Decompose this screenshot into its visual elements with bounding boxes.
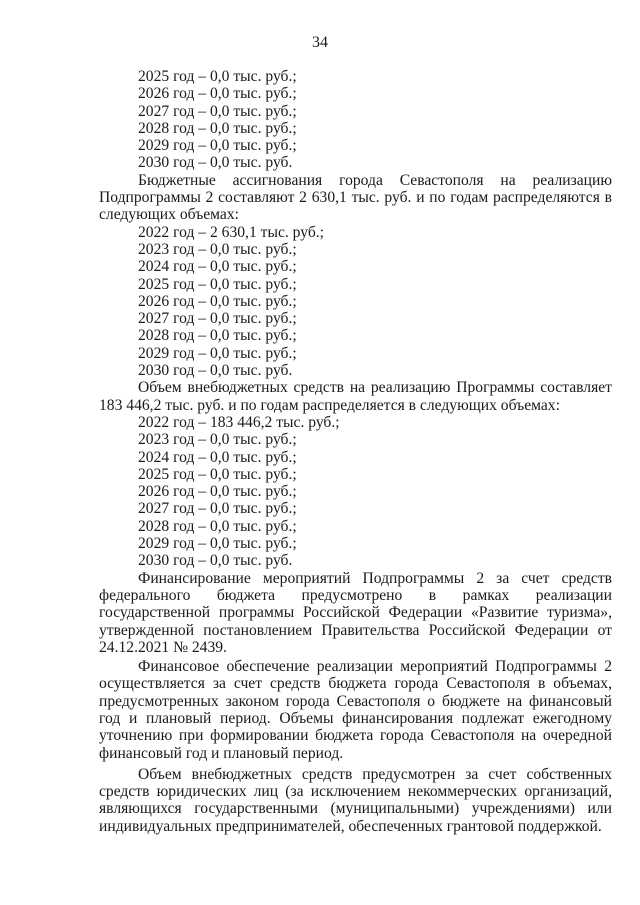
list-item: 2027 год – 0,0 тыс. руб.; — [138, 310, 297, 328]
paragraph-financial-support: Финансовое обеспечение реализации мероприятий Подпрограммы 2 осуществляется за счет средств бюджета города Севастополя в объемах, предусмотренных законом города Севастополя о бюджете на финансовый год и плановый период. Объемы финансирования подлежат ежегодному уточнению при формировании бюджета города Севастополя на очередной финансовый год и плановый период. — [99, 658, 612, 762]
paragraph-extrabudgetary-sources: Объем внебюджетных средств предусмотрен за счет собственных средств юридических лиц (за исключением некоммерческих организаций, являющихся государственными (муниципальными) учреждениями) или индивидуальных предпринимателей, обеспеченных грантовой поддержкой. — [99, 765, 612, 835]
paragraph-federal-funding: Финансирование мероприятий Подпрограммы 2 за счет средств федерального бюджета предусмотрено в рамках реализации государственной программы Российской Федерации «Развитие туризма», утвержденной постановлением Правительства Российской Федерации от 24.12.2021 № 2439. — [99, 569, 612, 656]
list-item: 2026 год – 0,0 тыс. руб.; — [138, 483, 297, 501]
paragraph-budget-allocations: Бюджетные ассигнования города Севастополя на реализацию Подпрограммы 2 составляют 2 630,1 тыс. руб. и по годам распределяются в следующих объемах: — [99, 171, 612, 224]
list-item: 2029 год – 0,0 тыс. руб.; — [138, 137, 297, 155]
list-item: 2023 год – 0,0 тыс. руб.; — [138, 240, 297, 258]
document-body — [99, 68, 612, 835]
list-item: 2026 год – 0,0 тыс. руб.; — [138, 85, 297, 103]
list-item: 2024 год – 0,0 тыс. руб.; — [138, 258, 297, 276]
list-item: 2030 год – 0,0 тыс. руб. — [138, 362, 293, 380]
list-item: 2029 год – 0,0 тыс. руб.; — [138, 535, 297, 553]
list-item: 2028 год – 0,0 тыс. руб.; — [138, 327, 297, 345]
list-item: 2029 год – 0,0 тыс. руб.; — [138, 344, 297, 362]
list-item: 2023 год – 0,0 тыс. руб.; — [138, 431, 297, 449]
list-item: 2026 год – 0,0 тыс. руб.; — [138, 292, 297, 310]
list-item: 2028 год – 0,0 тыс. руб.; — [138, 119, 297, 137]
page-number: 34 — [312, 34, 328, 51]
years-list-1 — [99, 68, 612, 172]
list-item: 2025 год – 0,0 тыс. руб.; — [138, 68, 297, 85]
paragraph-extrabudgetary-funds: Объем внебюджетных средств на реализацию Программы составляет 183 446,2 тыс. руб. и по годам распределяется в следующих объемах: — [99, 379, 612, 414]
years-list-3 — [99, 414, 612, 570]
list-item: 2030 год – 0,0 тыс. руб. — [138, 552, 293, 570]
list-item: 2024 год – 0,0 тыс. руб.; — [138, 448, 297, 466]
list-item: 2027 год – 0,0 тыс. руб.; — [138, 500, 297, 518]
list-item: 2022 год – 2 630,1 тыс. руб.; — [138, 223, 325, 241]
list-item: 2028 год – 0,0 тыс. руб.; — [138, 517, 297, 535]
list-item: 2025 год – 0,0 тыс. руб.; — [138, 275, 297, 293]
list-item: 2025 год – 0,0 тыс. руб.; — [138, 465, 297, 483]
list-item: 2022 год – 183 446,2 тыс. руб.; — [138, 413, 340, 431]
list-item: 2027 год – 0,0 тыс. руб.; — [138, 102, 297, 120]
list-item: 2030 год – 0,0 тыс. руб. — [138, 154, 293, 172]
years-list-2 — [99, 224, 612, 380]
